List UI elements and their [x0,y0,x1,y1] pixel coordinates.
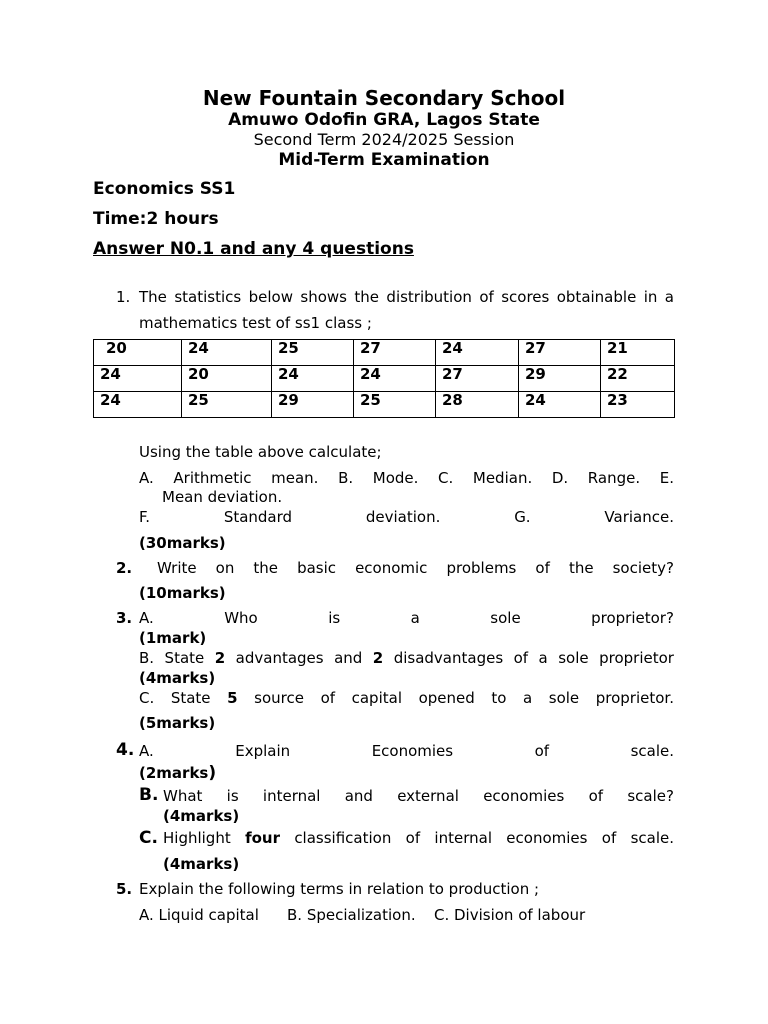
school-location: Amuwo Odofin GRA, Lagos State [228,110,540,130]
table-cell: 20 [94,340,182,366]
table-cell: 23 [601,392,675,418]
q5-option-b: B. Specialization. [287,906,416,924]
q3-b-text: B. State [139,649,205,667]
q5-text: Explain the following terms in relation to production ; [139,880,540,898]
q4-a-marks [139,764,216,782]
option-text: Range. [587,469,641,487]
table-cell: 24 [94,366,182,392]
q4-part-b [163,787,674,805]
q4-c-label: C. [139,828,158,848]
table-cell: 27 [354,340,436,366]
school-name: New Fountain Secondary School [202,86,566,110]
table-cell: 24 [354,366,436,392]
table-cell: 29 [272,392,354,418]
q3-word: proprietor? [591,609,674,627]
q4-word: Economies [371,742,454,760]
q5-option-c: C. Division of labour [434,906,586,924]
q3-word: is [328,609,341,627]
q3-word: sole [490,609,521,627]
subject-line: Economics SS1 [93,179,236,199]
q3-b-number: 2 [372,649,384,667]
q4-c-marks: (4marks) [163,855,240,873]
q3-part-c [139,689,674,707]
instruction-line: Answer N0.1 and any 4 questions [93,239,414,259]
table-row [94,366,675,392]
table-cell: 25 [354,392,436,418]
q4-word: economies [483,787,565,805]
q2-word: problems [446,559,517,577]
q3-b-text: disadvantages of a sole proprietor [393,649,674,667]
q4-word: and [344,787,373,805]
time-line: Time:2 hours [93,209,219,229]
q4-a-marks-paren: ) [208,763,217,783]
table-cell: 24 [272,366,354,392]
option-label: G. [514,508,531,526]
q1-options-line2: Mean deviation. [162,488,283,506]
q4-word: internal [262,787,321,805]
q4-a-marks-text: (2marks [139,764,209,782]
q4-word: of [588,787,604,805]
q2-word: of [535,559,550,577]
table-cell: 21 [601,340,675,366]
table-cell: 28 [436,392,519,418]
table-row [94,392,675,418]
q4-word: scale? [627,787,674,805]
table-cell: 25 [182,392,272,418]
option-text: Median. [472,469,533,487]
q2-word: the [253,559,279,577]
q1-line2: mathematics test of ss1 class ; [139,314,372,332]
q1-options-line1 [139,469,674,487]
table-cell: 24 [94,392,182,418]
q4-word: Explain [235,742,291,760]
q1-instruction: Using the table above calculate; [139,443,382,461]
q4-part-c [163,829,674,847]
table-cell: 24 [182,340,272,366]
q2-word: Write [157,559,197,577]
q2-marks: (10marks) [139,584,226,602]
q4-word: scale. [630,742,674,760]
q5-option-a: A. Liquid capital [139,906,259,924]
q3-word: a [410,609,420,627]
option-label: D. [551,469,569,487]
option-text: Standard [223,508,293,526]
q1-options-line3 [139,508,674,526]
option-label: E. [659,469,674,487]
q4-word: What [163,787,203,805]
q3-word: Who [224,609,258,627]
table-cell: 27 [436,366,519,392]
q2-word: basic [297,559,337,577]
q4-b-label: B. [139,785,159,805]
option-text: Variance. [604,508,674,526]
q4-part-a [139,742,674,760]
q2-word: economic [355,559,428,577]
option-label: A. [139,469,154,487]
q2-number: 2. [116,559,133,577]
q4-c-bold: four [245,829,280,847]
table-row [94,340,675,366]
q4-word: is [226,787,239,805]
q3-b-marks: (4marks) [139,669,216,687]
option-text: Arithmetic mean. [173,469,319,487]
q3-c-marks: (5marks) [139,714,216,732]
q4-b-marks: (4marks) [163,807,240,825]
q1-line1: The statistics below shows the distribution of scores obtainable in a [139,288,674,306]
q3-c-number: 5 [227,689,238,707]
q4-word: A. [139,742,154,760]
q3-number: 3. [116,609,133,627]
q3-word: A. [139,609,154,627]
option-text: deviation. [365,508,441,526]
table-cell: 22 [601,366,675,392]
q1-marks: (30marks) [139,534,226,552]
q4-word: of [534,742,550,760]
q3-b-number: 2 [214,649,226,667]
q2-word: society? [612,559,674,577]
option-label: C. [438,469,454,487]
q4-word: external [397,787,459,805]
q4-c-text: Highlight [163,829,231,847]
q5-number: 5. [116,880,133,898]
table-cell: 20 [182,366,272,392]
option-text: Mode. [372,469,419,487]
q3-c-text: C. State [139,689,211,707]
table-cell: 24 [519,392,601,418]
q2-word: the [568,559,594,577]
scores-table [93,339,675,418]
q3-part-b [139,649,674,667]
q4-number: 4. [116,740,135,760]
q3-part-a [139,609,674,627]
q3-c-text: source of capital opened to a sole proprietor. [254,689,674,707]
table-cell: 24 [436,340,519,366]
option-label: B. [338,469,354,487]
table-cell: 29 [519,366,601,392]
q1-number: 1. [116,288,131,306]
q3-b-text: advantages and [235,649,363,667]
exam-title: Mid-Term Examination [278,150,490,170]
q4-c-text: classification of internal economies of scale. [294,829,674,847]
table-cell: 25 [272,340,354,366]
q3-a-marks: (1mark) [139,629,207,647]
session-title: Second Term 2024/2025 Session [253,130,515,149]
q2-word: on [215,559,235,577]
table-cell: 27 [519,340,601,366]
option-label: F. [139,508,150,526]
q2-text [157,559,674,577]
